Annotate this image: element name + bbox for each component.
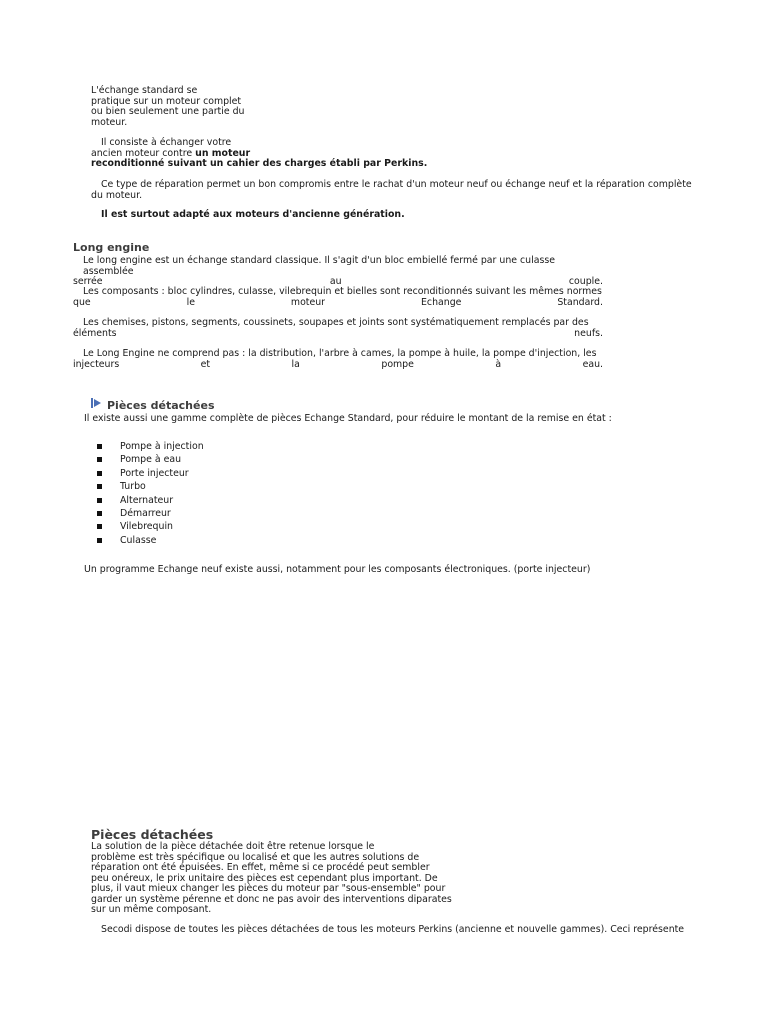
text-line: réparation ont été épuisées. En effet, même si ce procédé peut sembler	[91, 862, 430, 873]
text-line: serrée au couple.	[73, 276, 603, 287]
long-engine-heading: Long engine	[73, 241, 150, 254]
list-item	[97, 467, 297, 480]
text-normal: ancien moteur contre	[91, 147, 196, 159]
text-line: Il consiste à échanger votre	[101, 137, 232, 148]
pieces-last-line: Secodi dispose de toutes les pièces détachées de tous les moteurs Perkins (ancienne et nouvelle gammes). Ceci représente	[101, 924, 685, 935]
text-line: Les chemises, pistons, segments, coussinets, soupapes et joints sont systématiquement remplacés par des	[83, 317, 589, 328]
text-line: Les composants : bloc cylindres, culasse, vilebrequin et bielles sont reconditionnés suivant les mêmes normes	[83, 286, 602, 297]
list-item-label: Vilebrequin	[120, 521, 173, 533]
long-engine-paragraph-4	[73, 349, 603, 370]
list-item	[97, 480, 297, 493]
intro-paragraph-1	[91, 86, 291, 128]
square-bullet-icon	[97, 524, 102, 529]
list-item	[97, 453, 297, 466]
text-line: que le moteur Echange Standard.	[73, 296, 603, 308]
text-line: moteur.	[91, 116, 128, 128]
long-engine-paragraph-1	[73, 256, 603, 288]
pieces-intro: Il existe aussi une gamme complète de pièces Echange Standard, pour réduire le montant de la remise en état :	[84, 413, 612, 424]
text-line: ou bien seulement une partie du	[91, 106, 245, 117]
list-item	[97, 494, 297, 507]
text-line: L'échange standard se	[91, 85, 198, 96]
square-bullet-icon	[97, 444, 102, 449]
intro-paragraph-4: Il est surtout adapté aux moteurs d'ancienne génération.	[101, 209, 405, 220]
text-end: .	[423, 158, 428, 169]
list-item-label: Alternateur	[120, 494, 174, 506]
square-bullet-icon	[97, 471, 102, 476]
text-line: peu onéreux, le prix unitaire des pièces est cependant plus important. De	[91, 872, 438, 884]
text-bold: un moteur	[195, 147, 251, 159]
list-item-label: Porte injecteur	[120, 467, 189, 479]
intro-paragraph-2	[91, 138, 491, 170]
list-item	[97, 440, 297, 453]
pieces-footer: Un programme Echange neuf existe aussi, notamment pour les composants électroniques. (porte injecteur)	[84, 564, 591, 575]
text-line: injecteurs et la pompe à eau.	[73, 358, 603, 370]
pieces-heading-1: Pièces détachées	[107, 399, 215, 412]
text-line: sur un même composant.	[91, 904, 212, 915]
text-line: pratique sur un moteur complet	[91, 95, 242, 107]
text-bold: reconditionné suivant un cahier des charges établi par Perkins	[91, 158, 424, 169]
square-bullet-icon	[97, 511, 102, 516]
text-line	[91, 159, 491, 170]
square-bullet-icon	[97, 457, 102, 462]
list-item-label: Pompe à injection	[120, 441, 204, 452]
list-item	[97, 534, 297, 547]
square-bullet-icon	[97, 484, 102, 489]
long-engine-paragraph-3	[73, 318, 603, 339]
list-item-label: Culasse	[120, 534, 157, 546]
text-line: garder un système pérenne et donc ne pas avoir des interventions diparates	[91, 893, 452, 905]
list-item-label: Pompe à eau	[120, 454, 182, 466]
pieces-heading-2: Pièces détachées	[91, 827, 214, 842]
long-engine-paragraph-2	[73, 287, 603, 308]
text-line: plus, il vaut mieux changer les pièces du moteur par "sous-ensemble" pour	[91, 883, 446, 894]
text-line: problème est très spécifique ou localisé et que les autres solutions de	[91, 851, 420, 863]
square-bullet-icon	[97, 498, 102, 503]
list-item-label: Démarreur	[120, 507, 171, 519]
text-line: Le Long Engine ne comprend pas : la distribution, l'arbre à cames, la pompe à huile, la pompe d'injection, les	[83, 348, 597, 359]
list-item-label: Turbo	[120, 481, 146, 493]
text-line: La solution de la pièce détachée doit être retenue lorsque le	[91, 841, 375, 852]
intro-paragraph-3	[91, 180, 711, 201]
text-line: éléments neufs.	[73, 327, 603, 339]
square-bullet-icon	[97, 538, 102, 543]
pieces-paragraph	[91, 842, 491, 916]
text-line: Ce type de réparation permet un bon compromis entre le rachat d'un moteur neuf ou échange neuf et la réparation complète	[101, 179, 692, 190]
text-line: Le long engine est un échange standard classique. Il s'agit d'un bloc embiellé fermé par une culasse assemblée	[83, 255, 556, 277]
list-item	[97, 520, 297, 533]
arrow-bullet-icon	[91, 398, 102, 408]
pieces-list	[97, 440, 297, 547]
list-item	[97, 507, 297, 520]
text-line: du moteur.	[91, 189, 143, 201]
